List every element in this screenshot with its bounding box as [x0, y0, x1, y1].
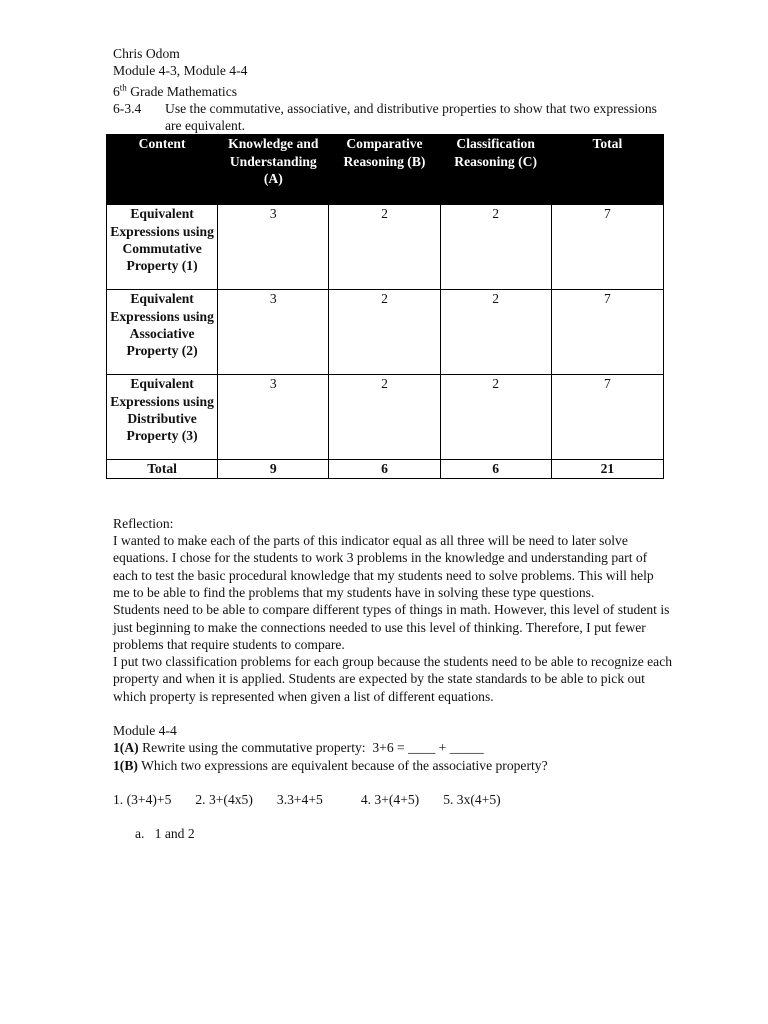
cell-c: 2	[440, 290, 551, 375]
table-total-row	[107, 460, 664, 478]
cell-b: 2	[329, 290, 440, 375]
expression-choices	[113, 791, 673, 808]
question-1a	[113, 739, 673, 756]
grade-title: 6th Grade Mathematics	[113, 82, 238, 99]
choice-item: 5. 3x(4+5)	[443, 791, 501, 807]
answer-options	[113, 825, 673, 842]
reflection-paragraph-3: I put two classification problems for each group because the students need to be able to recognize each property and when it is applied. Students are expected by the state standards to be able to pick out which property is represented when given a list of different equations.	[113, 654, 673, 704]
question-1a-text: Rewrite using the commutative property: 3+6 = ____ + _____	[138, 740, 484, 756]
module-heading: Module 4-4	[113, 723, 177, 739]
cell-a: 3	[218, 205, 329, 290]
grade-ordinal: th	[119, 82, 127, 93]
table-row	[107, 205, 664, 290]
cell-total: 7	[551, 375, 663, 460]
reflection-paragraph-2: Students need to be able to compare different types of things in math. However, this level of student is just beginning to make the connections needed to use this level of thinking. Therefore, I put fewer problems that require students to compare.	[113, 602, 670, 652]
reflection-heading: Reflection:	[113, 515, 174, 531]
author-name: Chris Odom	[113, 46, 180, 61]
row-content: Equivalent Expressions using Associative Property (2)	[107, 290, 218, 375]
cell-c: 2	[440, 205, 551, 290]
document-page	[110, 45, 673, 843]
table-row	[107, 375, 664, 460]
choice-item: 3.3+4+5	[276, 791, 323, 807]
question-1b-label: 1(B)	[113, 757, 138, 773]
total-c: 6	[440, 460, 551, 478]
total-b: 6	[329, 460, 440, 478]
cell-a: 3	[218, 290, 329, 375]
answer-option: a. 1 and 2	[135, 826, 195, 842]
module-list: Module 4-3, Module 4-4	[113, 63, 248, 79]
question-1b-text: Which two expressions are equivalent because of the associative property?	[137, 757, 548, 773]
header-comparative: Comparative Reasoning (B)	[329, 135, 440, 205]
cell-c: 2	[440, 375, 551, 460]
table-row	[107, 290, 664, 375]
cell-b: 2	[329, 375, 440, 460]
total-label: Total	[107, 460, 218, 478]
cell-total: 7	[551, 290, 663, 375]
table-header-row	[107, 135, 664, 205]
choice-item: 1. (3+4)+5	[113, 791, 172, 807]
row-content: Equivalent Expressions using Distributive Property (3)	[107, 375, 218, 460]
header-total: Total	[551, 135, 663, 205]
header-classification: Classification Reasoning (C)	[440, 135, 551, 205]
module-4-4-section	[113, 722, 673, 842]
reflection-section	[113, 515, 673, 705]
cell-a: 3	[218, 375, 329, 460]
choice-item: 4. 3+(4+5)	[360, 791, 420, 807]
cell-total: 7	[551, 205, 663, 290]
total-a: 9	[218, 460, 329, 478]
question-1a-label: 1(A)	[113, 740, 139, 756]
header-content: Content	[107, 135, 218, 205]
standard-code: 6-3.4	[113, 100, 142, 116]
choice-item: 2. 3+(4x5)	[195, 791, 253, 807]
question-1b	[113, 757, 673, 774]
row-content: Equivalent Expressions using Commutative Property (1)	[107, 205, 218, 290]
header-knowledge: Knowledge and Understanding (A)	[218, 135, 329, 205]
standard-description: Use the commutative, associative, and distributive properties to show that two expressions are equivalent.	[165, 100, 657, 134]
test-blueprint-table	[106, 134, 664, 478]
total-grand: 21	[551, 460, 663, 478]
standard-indicator	[113, 100, 673, 135]
cell-b: 2	[329, 205, 440, 290]
reflection-paragraph-1: I wanted to make each of the parts of this indicator equal as all three will be need to later solve equations. I chose for the students to work 3 problems in the knowledge and understanding part of each to test the basic procedural knowledge that my students need to solve problems. This will help me to be able to find the problems that my students have in solving these type questions.	[113, 533, 654, 600]
